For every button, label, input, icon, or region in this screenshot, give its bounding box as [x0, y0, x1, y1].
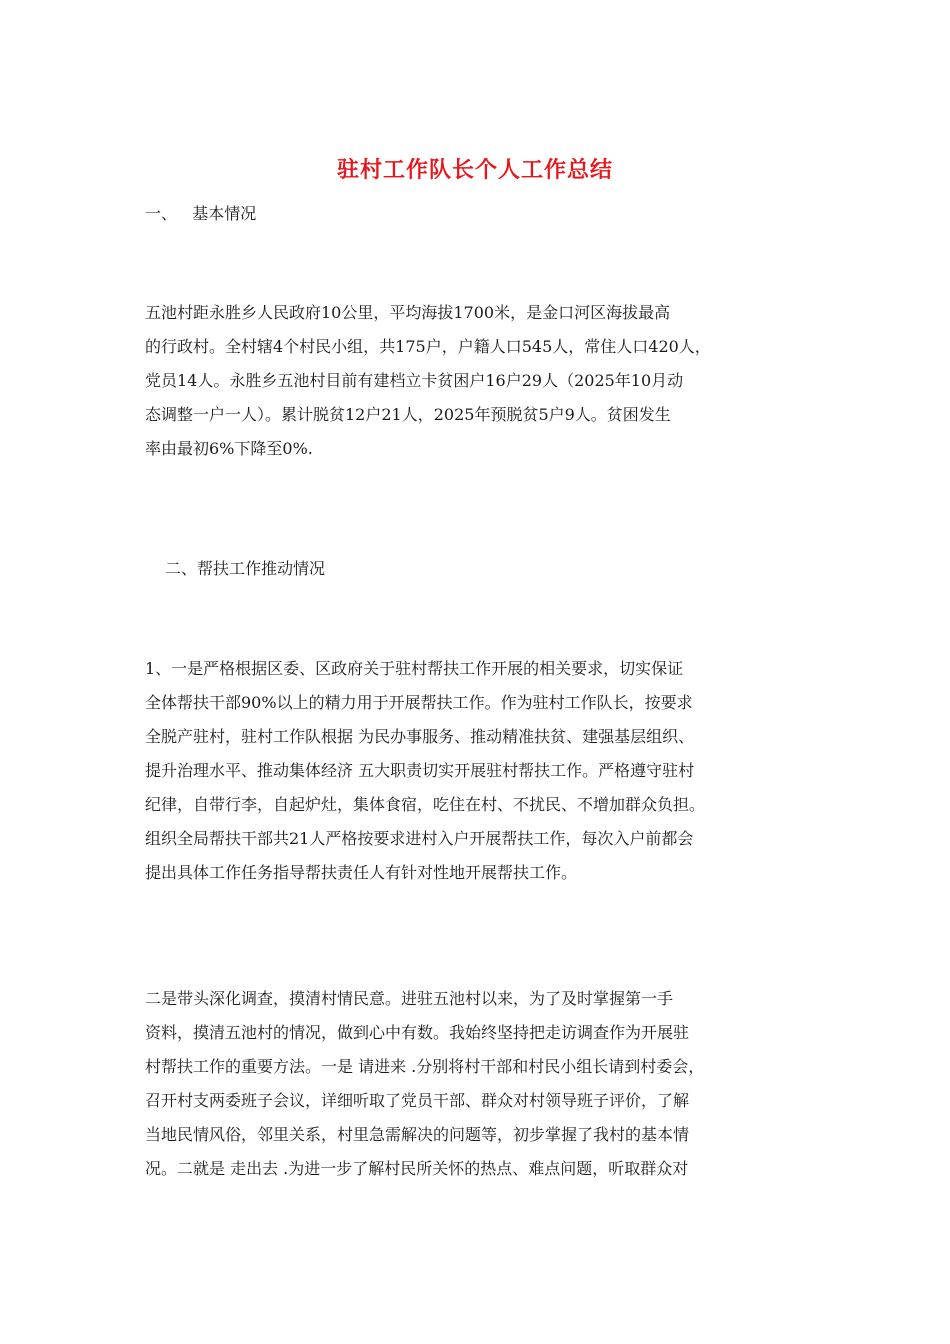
document-title: 驻村工作队长个人工作总结: [336, 157, 613, 183]
paragraph-line: 提升治理水平、推动集体经济 五大职责切实开展驻村帮扶工作。严格遵守驻村: [145, 761, 695, 780]
paragraph-line: 况。二就是 走出去 .为进一步了解村民所关怀的热点、难点问题，听取群众对: [145, 1159, 689, 1178]
paragraph-assistance-2: [145, 982, 815, 1186]
paragraph-line: 全体帮扶干部90%以上的精力用于开展帮扶工作。作为驻村工作队长，按要求: [145, 693, 693, 712]
section-heading-basic-info: 一、 基本情况: [145, 204, 257, 223]
paragraph-basic-info: [145, 296, 815, 466]
paragraph-line: 当地民情风俗，邻里关系，村里急需解决的问题等，初步掌握了我村的基本情: [145, 1125, 690, 1144]
paragraph-line: 纪律，自带行李，自起炉灶，集体食宿，吃住在村、不扰民、不增加群众负担。: [145, 795, 706, 814]
paragraph-line: 组织全局帮扶干部共21人严格按要求进村入户开展帮扶工作，每次入户前都会: [145, 829, 694, 848]
paragraph-line: 全脱产驻村，驻村工作队根据 为民办事服务、推动精准扶贫、建强基层组织、: [145, 727, 695, 746]
paragraph-line: 提出具体工作任务指导帮扶责任人有针对性地开展帮扶工作。: [145, 863, 578, 882]
paragraph-line: 1、一是严格根据区委、区政府关于驻村帮扶工作开展的相关要求，切实保证: [145, 659, 684, 678]
paragraph-line: 五池村距永胜乡人民政府10公里，平均海拔1700米，是金口河区海拔最高: [145, 303, 671, 322]
section-heading-assistance: 二、帮扶工作推动情况: [165, 559, 326, 578]
paragraph-line: 态调整一户一人）。累计脱贫12户21人，2025年预脱贫5户9人。贫困发生: [145, 405, 671, 424]
paragraph-line: 党员14人。永胜乡五池村目前有建档立卡贫困户16户29人（2025年10月动: [145, 371, 684, 390]
paragraph-line: 资料，摸清五池村的情况，做到心中有数。我始终坚持把走访调查作为开展驻: [145, 1023, 690, 1042]
paragraph-line: 的行政村。全村辖4个村民小组，共175户，户籍人口545人，常住人口420人，: [145, 337, 711, 356]
paragraph-line: 二是带头深化调查，摸清村情民意。进驻五池村以来，为了及时掌握第一手: [145, 989, 674, 1008]
paragraph-line: 召开村支两委班子会议，详细听取了党员干部、群众对村领导班子评价，了解: [145, 1091, 690, 1110]
paragraph-line: 率由最初6%下降至0%.: [145, 439, 313, 458]
paragraph-assistance-1: [145, 652, 815, 890]
paragraph-line: 村帮扶工作的重要方法。一是 请进来 .分别将村干部和村民小组长请到村委会，: [145, 1057, 705, 1076]
